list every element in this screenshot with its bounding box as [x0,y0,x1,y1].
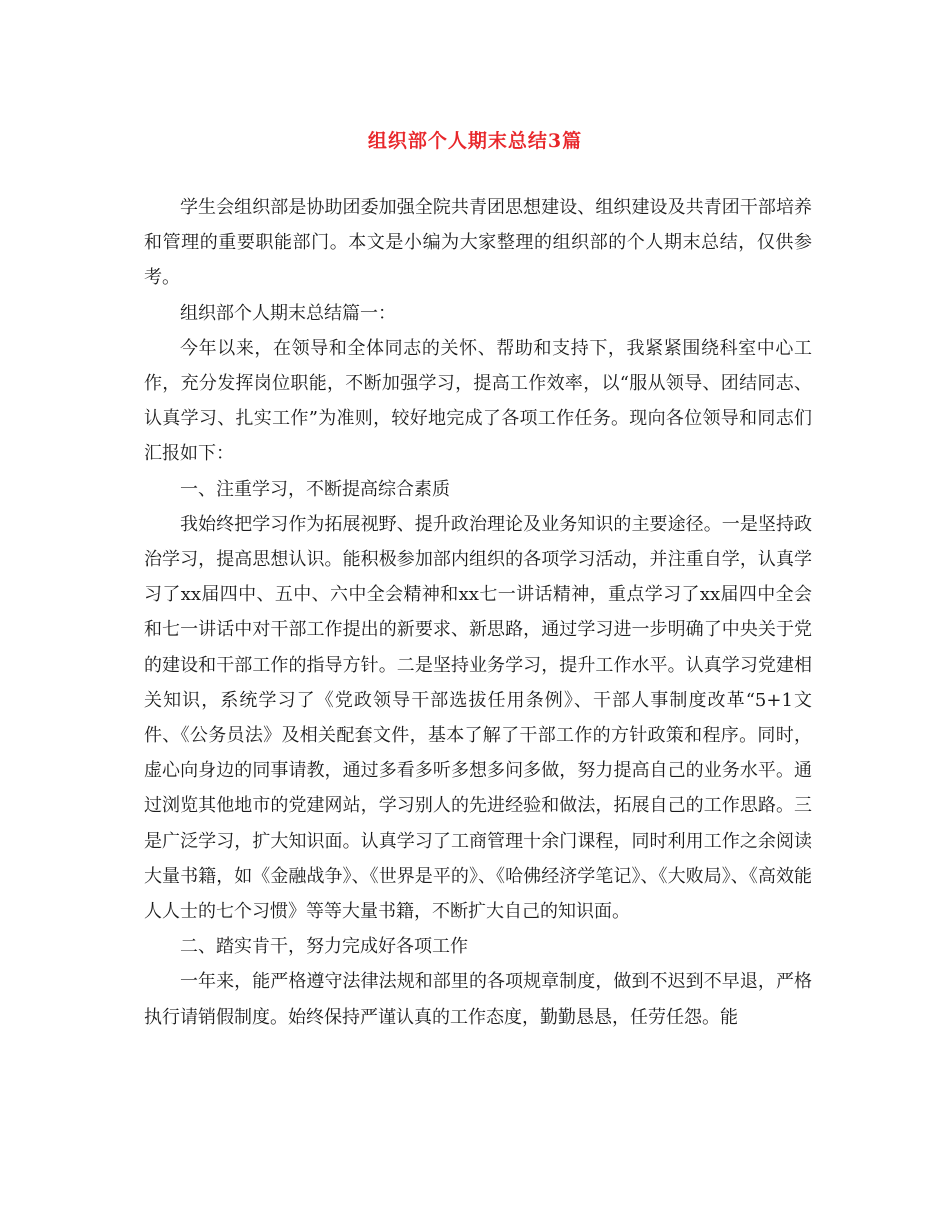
paragraph-opening: 今年以来，在领导和全体同志的关怀、帮助和支持下，我紧紧围绕科室中心工作，充分发挥岗位职能，不断加强学习，提高工作效率，以“服从领导、团结同志、认真学习、扎实工作”为准则，较好地完成了各项工作任务。现向各位领导和同志们汇报如下： [144,337,812,465]
paragraph-heading-1: 一、注重学习，不断提高综合素质 [180,478,450,500]
paragraph-section-heading: 组织部个人期末总结篇一： [180,302,396,324]
document-title: 组织部个人期末总结3篇 [367,130,583,152]
paragraph-heading-2: 二、踏实肯干，努力完成好各项工作 [180,936,468,958]
paragraph-intro: 学生会组织部是协助团委加强全院共青团思想建设、组织建设及共青团干部培养和管理的重要职能部门。本文是小编为大家整理的组织部的个人期末总结，仅供参考。 [144,197,812,289]
paragraph-work: 一年来，能严格遵守法律法规和部里的各项规章制度，做到不迟到不早退，严格执行请销假制度。始终保持严谨认真的工作态度，勤勤恳恳，任劳任怨。能 [144,971,812,1028]
paragraph-study: 我始终把学习作为拓展视野、提升政治理论及业务知识的主要途径。一是坚持政治学习，提高思想认识。能积极参加部内组织的各项学习活动，并注重自学，认真学习了xx届四中、五中、六中全会精神和xx七一讲话精神，重点学习了xx届四中全会和七一讲话中对干部工作提出的新要求、新思路，通过学习进一步明确了中央关于党的建设和干部工作的指导方针。二是坚持业务学习，提升工作水平。认真学习党建相关知识，系统学习了《党政领导干部选拔任用条例》、干部人事制度改革“5+1文件、《公务员法》及相关配套文件，基本了解了干部工作的方针政策和程序。同时，虚心向身边的同事请教，通过多看多听多想多问多做，努力提高自己的业务水平。通过浏览其他地市的党建网站，学习别人的先进经验和做法，拓展自己的工作思路。三是广泛学习，扩大知识面。认真学习了工商管理十余门课程，同时利用工作之余阅读大量书籍，如《金融战争》、《世界是平的》、《哈佛经济学笔记》、《大败局》、《高效能人人士的七个习惯》等等大量书籍，不断扩大自己的知识面。 [144,513,812,923]
document-body [144,190,812,1035]
